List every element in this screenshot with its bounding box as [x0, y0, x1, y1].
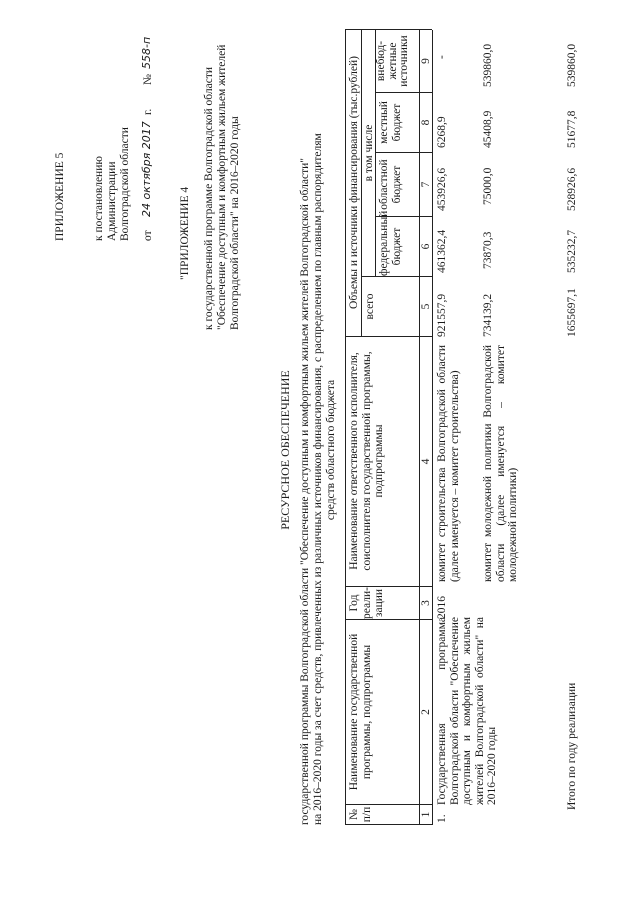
row-num: 1.	[436, 814, 448, 823]
header-volumes: Объемы и источники финансирования (тыс.рублей)	[348, 56, 360, 309]
appendix-from: от	[142, 230, 154, 241]
header-executor: Наименование ответственного исполнителя, соисполнителя государственной программы, подпрограммы	[348, 351, 385, 571]
row-executor: комитет строительства Волгоградской области (далее именуется – комитет строительства)	[436, 345, 461, 582]
appendix-year-suffix: г.	[142, 108, 154, 115]
appendix-to-line3: Волгоградской области	[119, 127, 131, 241]
appendix-to-line2: Администрации	[106, 161, 118, 241]
header-regional: областной бюджет	[378, 159, 403, 210]
appendix-to-line1: к постановлению	[93, 156, 105, 241]
total-label: Итого по году реализации	[566, 682, 578, 810]
column-number: 3	[420, 600, 432, 606]
row-regional: 75000,0	[482, 167, 494, 205]
column-number: 8	[420, 119, 432, 126]
column-number: 5	[420, 303, 432, 310]
row-extra: 539860,0	[482, 43, 494, 87]
header-federal: федеральный бюджет	[378, 210, 403, 276]
total-extra: 539860,0	[566, 43, 578, 87]
appendix-number-handwritten: 558-п	[140, 36, 153, 69]
row-federal: 461362,4	[436, 229, 448, 273]
column-number: 4	[420, 458, 432, 465]
row-extra: -	[436, 55, 448, 59]
total-regional: 528926,6	[566, 167, 578, 211]
header-program: Наименование государственной программы, подпрограммы	[348, 633, 373, 791]
column-number: 9	[420, 58, 432, 64]
column-number: 1	[420, 811, 432, 818]
row-regional: 453926,6	[436, 167, 448, 211]
row-total: 921557,9	[436, 293, 448, 337]
appendix-date-handwritten: 24 октября 2017	[140, 121, 153, 217]
row-program: Государственная программа Волгоградской области "Обеспечение доступным и комфортным жильем жителей Волгоградской области" на 2016–2020 годы	[436, 617, 498, 805]
header-local: местный бюджет	[378, 101, 403, 144]
row-local: 45408,9	[482, 110, 494, 148]
row-local: 6268,9	[436, 116, 448, 148]
row-total: 734139,2	[482, 293, 494, 337]
appendix-number-label: №	[142, 74, 154, 85]
header-num: № п/п	[348, 806, 373, 823]
prior-appendix-line3: Волгоградской области" на 2016–2020 годы	[229, 116, 241, 330]
document-line1: государственной программы Волгоградской области "Обеспечение доступным и комфортным жильем жителей Волгоградской области"	[299, 158, 311, 825]
header-extra: внебюд- жетные источники	[375, 35, 410, 87]
document-line2: на 2016–2020 годы за счет средств, привлеченных из различных источников финансирования, с распределением по главным распорядителям	[312, 133, 324, 825]
column-number: 2	[420, 709, 432, 715]
row-executor: комитет молодежной политики Волгоградской области (далее именуется – комитет молодежной политики)	[482, 345, 519, 582]
total-local: 51677,8	[566, 110, 578, 148]
column-number: 7	[420, 181, 432, 188]
header-including: в том числе	[363, 124, 375, 182]
row-federal: 73870,3	[482, 231, 494, 269]
total-federal: 535232,7	[566, 229, 578, 273]
row-year: 2016	[436, 596, 448, 619]
header-year: Год реали- зации	[348, 587, 385, 619]
total-total: 1655697,1	[566, 288, 578, 337]
document-heading: РЕСУРСНОЕ ОБЕСПЕЧЕНИЕ	[278, 370, 292, 530]
prior-appendix-line1: к государственной программе Волгоградской области	[203, 67, 215, 330]
column-number: 6	[420, 243, 432, 250]
document-line3: средств областного бюджета	[325, 379, 337, 521]
prior-appendix-title: "ПРИЛОЖЕНИЕ 4	[179, 186, 191, 280]
header-total: всего	[364, 293, 376, 320]
prior-appendix-line2: "Обеспечение доступным и комфортным жильем жителей	[216, 44, 228, 330]
appendix-title: ПРИЛОЖЕНИЕ 5	[54, 152, 66, 241]
